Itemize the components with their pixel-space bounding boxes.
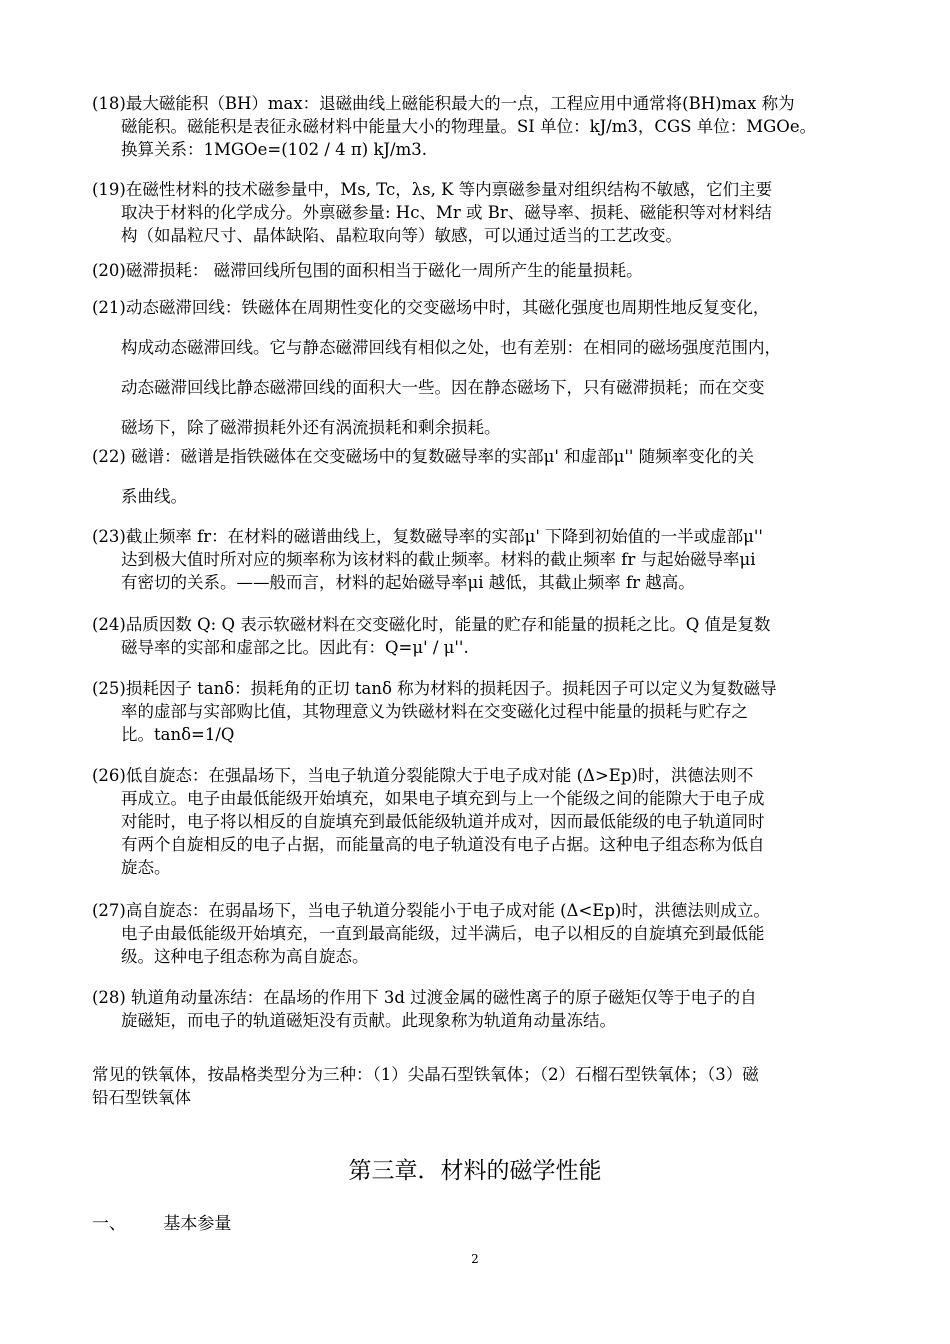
line: 旋态。 <box>121 858 171 877</box>
ferrite-paragraph <box>92 1063 862 1109</box>
definition-25 <box>92 677 860 746</box>
line: (25)损耗因子 tanδ：损耗角的正切 tanδ 称为材料的损耗因子。损耗因子可以定义为复数磁导 <box>92 679 777 698</box>
definition-23 <box>92 525 860 594</box>
line: 常见的铁氧体，按晶格类型分为三种：（1）尖晶石型铁氧体；（2）石榴石型铁氧体；（3）磁 <box>92 1065 759 1084</box>
line: (23)截止频率 fr：在材料的磁谱曲线上，复数磁导率的实部μ' 下降到初始值的一半或虚部μ'' <box>92 527 763 546</box>
line: 达到极大值时所对应的频率称为该材料的截止频率。材料的截止频率 fr 与起始磁导率μi <box>121 550 756 569</box>
page-number: 2 <box>471 1252 479 1266</box>
line: 铅石型铁氧体 <box>92 1088 191 1107</box>
line: 换算关系：1MGOe=(102 / 4 π) kJ/m3. <box>121 140 427 159</box>
line: (19)在磁性材料的技术磁参量中，Ms, Tc，λs, K 等内禀磁参量对组织结构不敏感，它们主要 <box>92 180 773 199</box>
line: 再成立。电子由最低能级开始填充，如果电子填充到与上一个能级之间的能隙大于电子成 <box>121 789 765 808</box>
line: (24)品质因数 Q: Q 表示软磁材料在交变磁化时，能量的贮存和能量的损耗之比。Q 值是复数 <box>92 615 771 634</box>
section-title: 基本参量 <box>163 1214 232 1234</box>
definition-19 <box>92 178 860 247</box>
line: 磁能积。磁能积是表征永磁材料中能量大小的物理量。SI 单位：kJ/m3，CGS 单位：MGOe。 <box>121 117 817 136</box>
definition-27 <box>92 899 860 968</box>
definition-24 <box>92 613 860 659</box>
line: 有两个自旋相反的电子占据，而能量高的电子轨道没有电子占据。这种电子组态称为低自 <box>121 835 765 854</box>
line: (26)低自旋态：在强晶场下，当电子轨道分裂能隙大于电子成对能 (Δ>Ep)时，洪德法则不 <box>92 766 754 785</box>
chapter-title: 第三章．材料的磁学性能 <box>348 1158 602 1184</box>
definition-20 <box>92 259 860 282</box>
line: 构（如晶粒尺寸、晶体缺陷、晶粒取向等）敏感，可以通过适当的工艺改变。 <box>121 226 682 245</box>
line: (18)最大磁能积（BH）max：退磁曲线上磁能积最大的一点，工程应用中通常将(BH)max 称为 <box>92 94 795 113</box>
line: 电子由最低能级开始填充，一直到最高能级，过半满后，电子以相反的自旋填充到最低能 <box>121 924 765 943</box>
definition-18 <box>92 92 860 161</box>
definition-28 <box>92 986 860 1032</box>
line: (28) 轨道角动量冻结：在晶场的作用下 3d 过渡金属的磁性离子的原子磁矩仅等于电子的自 <box>92 988 757 1007</box>
line: (27)高自旋态：在弱晶场下，当电子轨道分裂能小于电子成对能 (Δ<Ep)时，洪德法则成立。 <box>92 901 770 920</box>
line: 级。这种电子组态称为高自旋态。 <box>121 947 369 966</box>
line: (21)动态磁滞回线：铁磁体在周期性变化的交变磁场中时，其磁化强度也周期性地反复变化， <box>92 298 770 317</box>
definition-21 <box>92 288 860 448</box>
line: (22) 磁谱：磁谱是指铁磁体在交变磁场中的复数磁导率的实部μ' 和虚部μ'' 随频率变化的关 <box>92 447 755 466</box>
line: 构成动态磁滞回线。它与静态磁滞回线有相似之处，也有差别：在相同的磁场强度范围内， <box>121 338 781 357</box>
line: 比。tanδ=1/Q <box>121 725 235 744</box>
line: 旋磁矩，而电子的轨道磁矩没有贡献。此现象称为轨道角动量冻结。 <box>121 1011 616 1030</box>
section-heading <box>92 1213 231 1236</box>
line: 有密切的关系。——般而言，材料的起始磁导率μi 越低，其截止频率 fr 越高。 <box>121 573 695 592</box>
section-number: 一、 <box>92 1214 126 1234</box>
line: 对能时，电子将以相反的自旋填充到最低能级轨道并成对，因而最低能级的电子轨道同时 <box>121 812 765 831</box>
line: 率的虚部与实部购比值，其物理意义为铁磁材料在交变磁化过程中能量的损耗与贮存之 <box>121 702 748 721</box>
line: 磁导率的实部和虚部之比。因此有：Q=μ' / μ''. <box>121 638 469 657</box>
line: 系曲线。 <box>121 487 187 506</box>
line: (20)磁滞损耗： 磁滞回线所包围的面积相当于磁化一周所产生的能量损耗。 <box>92 261 643 280</box>
line: 取决于材料的化学成分。外禀磁参量: Hc、Mr 或 Br、磁导率、损耗、磁能积等对材料结 <box>121 203 772 222</box>
definition-26 <box>92 764 860 879</box>
line: 动态磁滞回线比静态磁滞回线的面积大一些。因在静态磁场下，只有磁滞损耗；而在交变 <box>121 378 765 397</box>
definition-22 <box>92 437 860 517</box>
line: 磁场下，除了磁滞损耗外还有涡流损耗和剩余损耗。 <box>121 418 501 437</box>
